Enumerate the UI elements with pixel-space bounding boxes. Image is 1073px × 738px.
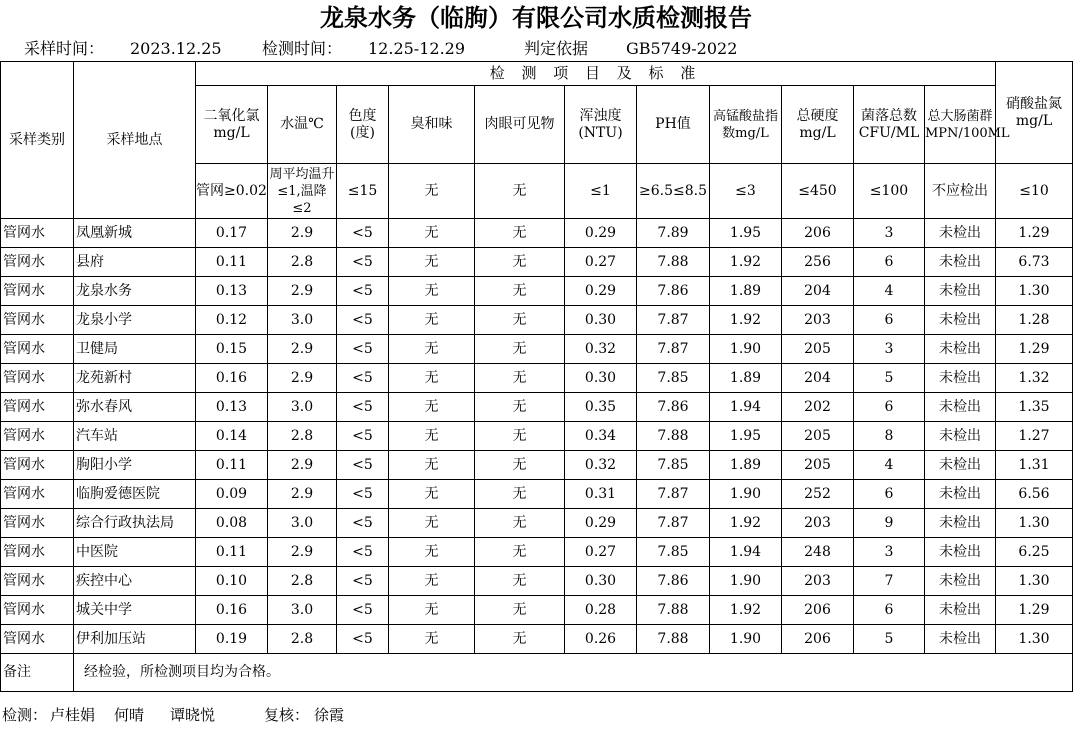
value-cell: 未检出 <box>925 509 996 538</box>
value-cell: 7.87 <box>637 509 710 538</box>
value-cell: <5 <box>337 567 389 596</box>
standard-col-9: ≤100 <box>854 164 925 219</box>
value-cell: 7.86 <box>637 567 710 596</box>
header-col-10: 总大肠菌群MPN/100ML <box>925 86 996 164</box>
value-cell: 无 <box>475 306 565 335</box>
sample-location-cell: 凤凰新城 <box>74 219 196 248</box>
standard-col-8: ≤450 <box>782 164 854 219</box>
value-cell: 5 <box>854 625 925 654</box>
value-cell: 0.34 <box>565 422 637 451</box>
sample-category-cell: 管网水 <box>1 596 74 625</box>
table-row <box>1 567 1073 596</box>
sample-category-cell: 管网水 <box>1 480 74 509</box>
table-row <box>1 422 1073 451</box>
water-quality-table <box>0 61 1073 692</box>
sample-category-cell: 管网水 <box>1 277 74 306</box>
value-cell: 1.29 <box>996 219 1073 248</box>
standard-col-10: 不应检出 <box>925 164 996 219</box>
value-cell: 0.16 <box>196 364 268 393</box>
sample-category-cell: 管网水 <box>1 393 74 422</box>
value-cell: <5 <box>337 451 389 480</box>
standard-col-2: ≤15 <box>337 164 389 219</box>
table-row <box>1 219 1073 248</box>
table-row <box>1 248 1073 277</box>
value-cell: 无 <box>475 451 565 480</box>
remark-row <box>1 654 1073 692</box>
sample-location-cell: 伊利加压站 <box>74 625 196 654</box>
value-cell: <5 <box>337 422 389 451</box>
sample-location-cell: 疾控中心 <box>74 567 196 596</box>
sample-category-cell: 管网水 <box>1 509 74 538</box>
value-cell: 0.15 <box>196 335 268 364</box>
sampling-time-label: 采样时间： <box>24 39 105 58</box>
value-cell: 0.30 <box>565 567 637 596</box>
value-cell: 无 <box>389 306 475 335</box>
value-cell: 7.88 <box>637 596 710 625</box>
value-cell: 0.13 <box>196 277 268 306</box>
value-cell: 未检出 <box>925 538 996 567</box>
value-cell: 7.88 <box>637 248 710 277</box>
header-col-11: 硝酸盐氮mg/L <box>996 62 1073 164</box>
tester-3: 谭晓悦 <box>170 706 216 724</box>
sample-category-cell: 管网水 <box>1 625 74 654</box>
value-cell: 6 <box>854 480 925 509</box>
value-cell: 7.86 <box>637 277 710 306</box>
value-cell: 0.32 <box>565 451 637 480</box>
value-cell: 1.32 <box>996 364 1073 393</box>
value-cell: 1.90 <box>710 567 782 596</box>
value-cell: 无 <box>389 335 475 364</box>
value-cell: 0.32 <box>565 335 637 364</box>
value-cell: 1.29 <box>996 335 1073 364</box>
value-cell: 2.9 <box>268 219 337 248</box>
sample-location-cell: 卫健局 <box>74 335 196 364</box>
header-category: 采样类别 <box>1 62 74 219</box>
value-cell: 206 <box>782 625 854 654</box>
value-cell: 0.13 <box>196 393 268 422</box>
remark-text: 经检验，所检测项目均为合格。 <box>74 654 1073 692</box>
value-cell: 0.27 <box>565 248 637 277</box>
value-cell: 1.92 <box>710 248 782 277</box>
value-cell: 未检出 <box>925 480 996 509</box>
value-cell: 3.0 <box>268 306 337 335</box>
value-cell: <5 <box>337 364 389 393</box>
header-col-9: 菌落总数CFU/ML <box>854 86 925 164</box>
value-cell: 未检出 <box>925 277 996 306</box>
value-cell: 206 <box>782 596 854 625</box>
value-cell: 无 <box>475 567 565 596</box>
sample-category-cell: 管网水 <box>1 451 74 480</box>
standard-col-1: 周平均温升≤1,温降≤2 <box>268 164 337 219</box>
value-cell: 0.35 <box>565 393 637 422</box>
test-time-label: 检测时间： <box>262 39 343 58</box>
value-cell: 6 <box>854 248 925 277</box>
value-cell: 7.88 <box>637 422 710 451</box>
value-cell: 无 <box>389 625 475 654</box>
value-cell: 0.30 <box>565 364 637 393</box>
value-cell: <5 <box>337 596 389 625</box>
value-cell: 6.25 <box>996 538 1073 567</box>
table-row <box>1 335 1073 364</box>
value-cell: 205 <box>782 451 854 480</box>
sample-location-cell: 城关中学 <box>74 596 196 625</box>
value-cell: 1.95 <box>710 422 782 451</box>
value-cell: 7.88 <box>637 625 710 654</box>
value-cell: 0.10 <box>196 567 268 596</box>
value-cell: 未检出 <box>925 451 996 480</box>
value-cell: 1.90 <box>710 625 782 654</box>
report-title: 龙泉水务（临朐）有限公司水质检测报告 <box>320 3 752 32</box>
value-cell: 无 <box>475 625 565 654</box>
value-cell: 203 <box>782 509 854 538</box>
value-cell: 未检出 <box>925 625 996 654</box>
value-cell: <5 <box>337 335 389 364</box>
value-cell: 7 <box>854 567 925 596</box>
value-cell: 未检出 <box>925 219 996 248</box>
value-cell: 0.14 <box>196 422 268 451</box>
value-cell: 4 <box>854 451 925 480</box>
value-cell: 无 <box>389 451 475 480</box>
value-cell: <5 <box>337 393 389 422</box>
sample-location-cell: 龙泉水务 <box>74 277 196 306</box>
value-cell: 3 <box>854 335 925 364</box>
value-cell: 2.9 <box>268 277 337 306</box>
value-cell: 无 <box>475 248 565 277</box>
value-cell: 256 <box>782 248 854 277</box>
table-row <box>1 393 1073 422</box>
value-cell: 2.9 <box>268 538 337 567</box>
value-cell: 未检出 <box>925 567 996 596</box>
value-cell: 0.29 <box>565 219 637 248</box>
sample-category-cell: 管网水 <box>1 422 74 451</box>
value-cell: 无 <box>389 219 475 248</box>
value-cell: 0.26 <box>565 625 637 654</box>
value-cell: 3.0 <box>268 509 337 538</box>
value-cell: 0.11 <box>196 248 268 277</box>
value-cell: 1.89 <box>710 277 782 306</box>
value-cell: 6 <box>854 306 925 335</box>
tester-2: 何晴 <box>114 706 145 724</box>
reviewer-label: 复核： <box>264 706 310 724</box>
value-cell: 203 <box>782 306 854 335</box>
value-cell: <5 <box>337 480 389 509</box>
value-cell: 无 <box>475 335 565 364</box>
table-row <box>1 364 1073 393</box>
value-cell: 1.92 <box>710 509 782 538</box>
value-cell: 无 <box>475 538 565 567</box>
value-cell: 5 <box>854 364 925 393</box>
value-cell: 248 <box>782 538 854 567</box>
value-cell: 未检出 <box>925 393 996 422</box>
sample-location-cell: 临朐爱德医院 <box>74 480 196 509</box>
value-cell: 1.90 <box>710 335 782 364</box>
value-cell: 0.17 <box>196 219 268 248</box>
table-row <box>1 306 1073 335</box>
sampling-time-value: 2023.12.25 <box>130 39 222 58</box>
value-cell: 无 <box>389 538 475 567</box>
value-cell: 0.27 <box>565 538 637 567</box>
value-cell: 无 <box>389 422 475 451</box>
value-cell: 1.27 <box>996 422 1073 451</box>
value-cell: 6.73 <box>996 248 1073 277</box>
value-cell: <5 <box>337 277 389 306</box>
sample-category-cell: 管网水 <box>1 538 74 567</box>
sample-location-cell: 龙泉小学 <box>74 306 196 335</box>
reviewer: 徐霞 <box>314 706 345 724</box>
header-col-0: 二氧化氯mg/L <box>196 86 268 164</box>
value-cell: <5 <box>337 248 389 277</box>
value-cell: 无 <box>475 480 565 509</box>
value-cell: 无 <box>475 364 565 393</box>
value-cell: 1.30 <box>996 625 1073 654</box>
value-cell: 0.29 <box>565 277 637 306</box>
sample-location-cell: 中医院 <box>74 538 196 567</box>
value-cell: 4 <box>854 277 925 306</box>
basis-label: 判定依据 <box>524 39 589 58</box>
value-cell: 无 <box>389 277 475 306</box>
value-cell: <5 <box>337 509 389 538</box>
remark-label: 备注 <box>1 654 74 692</box>
value-cell: 1.94 <box>710 393 782 422</box>
header-group: 检 测 项 目 及 标 准 <box>196 62 996 86</box>
sample-location-cell: 龙苑新村 <box>74 364 196 393</box>
value-cell: 7.87 <box>637 306 710 335</box>
header-col-3: 臭和味 <box>389 86 475 164</box>
value-cell: 0.08 <box>196 509 268 538</box>
value-cell: 1.31 <box>996 451 1073 480</box>
value-cell: 3 <box>854 538 925 567</box>
value-cell: 8 <box>854 422 925 451</box>
value-cell: 7.85 <box>637 538 710 567</box>
value-cell: 1.35 <box>996 393 1073 422</box>
value-cell: 无 <box>389 364 475 393</box>
basis-value: GB5749-2022 <box>626 39 738 58</box>
table-row <box>1 509 1073 538</box>
value-cell: 无 <box>475 422 565 451</box>
value-cell: 7.89 <box>637 219 710 248</box>
sample-location-cell: 综合行政执法局 <box>74 509 196 538</box>
value-cell: 9 <box>854 509 925 538</box>
value-cell: 无 <box>389 509 475 538</box>
value-cell: <5 <box>337 625 389 654</box>
value-cell: 0.31 <box>565 480 637 509</box>
testers-label: 检测： <box>2 706 48 724</box>
value-cell: <5 <box>337 538 389 567</box>
table-row <box>1 596 1073 625</box>
value-cell: 无 <box>475 509 565 538</box>
header-col-1: 水温℃ <box>268 86 337 164</box>
value-cell: 7.85 <box>637 364 710 393</box>
value-cell: 2.8 <box>268 567 337 596</box>
value-cell: 1.89 <box>710 451 782 480</box>
value-cell: 1.92 <box>710 596 782 625</box>
header-col-8: 总硬度mg/L <box>782 86 854 164</box>
value-cell: 1.28 <box>996 306 1073 335</box>
value-cell: 1.94 <box>710 538 782 567</box>
table-row <box>1 538 1073 567</box>
value-cell: 1.30 <box>996 277 1073 306</box>
value-cell: 未检出 <box>925 596 996 625</box>
header-col-6: PH值 <box>637 86 710 164</box>
value-cell: 2.8 <box>268 248 337 277</box>
value-cell: 2.8 <box>268 625 337 654</box>
value-cell: 未检出 <box>925 422 996 451</box>
header-col-2: 色度(度) <box>337 86 389 164</box>
header-col-5: 浑浊度(NTU) <box>565 86 637 164</box>
value-cell: 0.19 <box>196 625 268 654</box>
value-cell: 无 <box>475 277 565 306</box>
value-cell: 7.86 <box>637 393 710 422</box>
value-cell: 0.30 <box>565 306 637 335</box>
value-cell: 204 <box>782 364 854 393</box>
table-row <box>1 277 1073 306</box>
sample-location-cell: 弥水春风 <box>74 393 196 422</box>
standard-col-4: 无 <box>475 164 565 219</box>
value-cell: 未检出 <box>925 248 996 277</box>
sample-category-cell: 管网水 <box>1 364 74 393</box>
value-cell: 0.12 <box>196 306 268 335</box>
value-cell: 无 <box>389 596 475 625</box>
value-cell: 0.11 <box>196 451 268 480</box>
header-col-4: 肉眼可见物 <box>475 86 565 164</box>
standard-col-5: ≤1 <box>565 164 637 219</box>
standard-col-3: 无 <box>389 164 475 219</box>
standard-col-11: ≤10 <box>996 164 1073 219</box>
value-cell: <5 <box>337 306 389 335</box>
value-cell: <5 <box>337 219 389 248</box>
value-cell: 2.8 <box>268 422 337 451</box>
value-cell: 2.9 <box>268 335 337 364</box>
value-cell: 2.9 <box>268 480 337 509</box>
value-cell: 3 <box>854 219 925 248</box>
value-cell: 无 <box>475 219 565 248</box>
sample-location-cell: 朐阳小学 <box>74 451 196 480</box>
table-row <box>1 451 1073 480</box>
value-cell: 0.09 <box>196 480 268 509</box>
value-cell: 205 <box>782 335 854 364</box>
value-cell: 1.29 <box>996 596 1073 625</box>
value-cell: 未检出 <box>925 306 996 335</box>
header-location: 采样地点 <box>74 62 196 219</box>
value-cell: 204 <box>782 277 854 306</box>
value-cell: 1.30 <box>996 567 1073 596</box>
value-cell: 1.95 <box>710 219 782 248</box>
value-cell: 6 <box>854 393 925 422</box>
sample-location-cell: 县府 <box>74 248 196 277</box>
sample-location-cell: 汽车站 <box>74 422 196 451</box>
value-cell: 2.9 <box>268 364 337 393</box>
sample-category-cell: 管网水 <box>1 219 74 248</box>
value-cell: 无 <box>389 248 475 277</box>
value-cell: 203 <box>782 567 854 596</box>
value-cell: 未检出 <box>925 335 996 364</box>
value-cell: 3.0 <box>268 596 337 625</box>
sample-category-cell: 管网水 <box>1 335 74 364</box>
value-cell: 无 <box>389 393 475 422</box>
test-time-value: 12.25-12.29 <box>368 39 466 58</box>
value-cell: 6.56 <box>996 480 1073 509</box>
value-cell: 7.87 <box>637 480 710 509</box>
tester-1: 卢桂娟 <box>50 706 96 724</box>
value-cell: 1.30 <box>996 509 1073 538</box>
value-cell: 206 <box>782 219 854 248</box>
value-cell: 1.90 <box>710 480 782 509</box>
value-cell: 7.85 <box>637 451 710 480</box>
value-cell: 202 <box>782 393 854 422</box>
value-cell: 无 <box>475 596 565 625</box>
value-cell: 2.9 <box>268 451 337 480</box>
table-row <box>1 480 1073 509</box>
value-cell: 252 <box>782 480 854 509</box>
value-cell: 0.28 <box>565 596 637 625</box>
value-cell: 0.11 <box>196 538 268 567</box>
value-cell: 0.29 <box>565 509 637 538</box>
value-cell: 未检出 <box>925 364 996 393</box>
sample-category-cell: 管网水 <box>1 306 74 335</box>
value-cell: 3.0 <box>268 393 337 422</box>
sample-category-cell: 管网水 <box>1 248 74 277</box>
value-cell: 无 <box>389 480 475 509</box>
value-cell: 6 <box>854 596 925 625</box>
standard-col-6: ≥6.5≤8.5 <box>637 164 710 219</box>
header-col-7: 高锰酸盐指数mg/L <box>710 86 782 164</box>
value-cell: 205 <box>782 422 854 451</box>
value-cell: 7.87 <box>637 335 710 364</box>
value-cell: 无 <box>389 567 475 596</box>
table-row <box>1 625 1073 654</box>
value-cell: 无 <box>475 393 565 422</box>
standard-col-0: 管网≥0.02 <box>196 164 268 219</box>
sample-category-cell: 管网水 <box>1 567 74 596</box>
value-cell: 0.16 <box>196 596 268 625</box>
value-cell: 1.89 <box>710 364 782 393</box>
standard-col-7: ≤3 <box>710 164 782 219</box>
value-cell: 1.92 <box>710 306 782 335</box>
